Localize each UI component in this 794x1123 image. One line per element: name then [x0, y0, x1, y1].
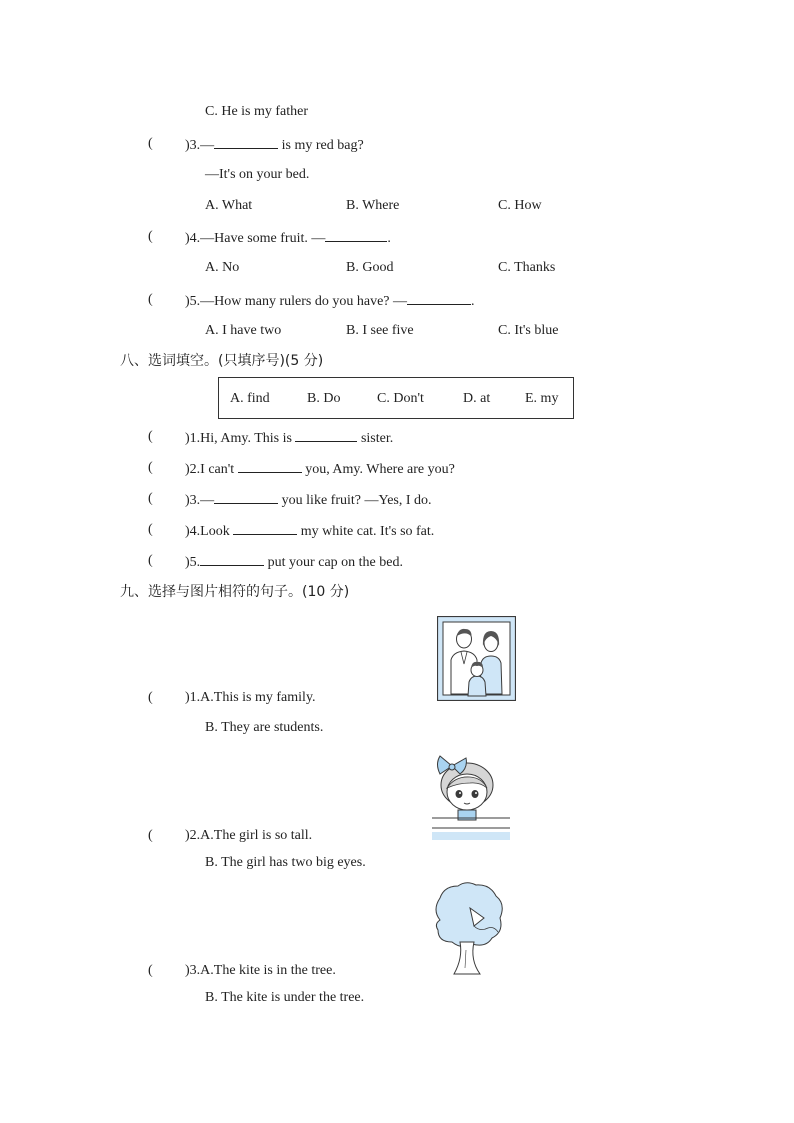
- answer-paren[interactable]: (: [148, 828, 153, 843]
- answer-paren[interactable]: (: [148, 553, 153, 568]
- tree-picture: [430, 880, 506, 978]
- word-option: A. find: [230, 391, 270, 406]
- question-8-5: )5. put your cap on the bed.: [185, 552, 403, 572]
- answer-blank[interactable]: [214, 135, 278, 149]
- answer-blank[interactable]: [214, 490, 278, 504]
- answer-blank[interactable]: [238, 459, 302, 473]
- question-7-3: )3.— is my red bag?: [185, 135, 364, 155]
- question-8-4: )4.Look my white cat. It's so fat.: [185, 521, 434, 541]
- answer-paren[interactable]: (: [148, 963, 153, 978]
- option-b: B. I see five: [346, 323, 414, 338]
- answer-paren[interactable]: (: [148, 690, 153, 705]
- option-a: A. No: [205, 260, 240, 275]
- answer-paren[interactable]: (: [148, 429, 153, 444]
- option-c: C. How: [498, 198, 542, 213]
- answer-paren[interactable]: (: [148, 229, 153, 244]
- answer-blank[interactable]: [295, 428, 357, 442]
- question-7-4: )4.—Have some fruit. — .: [185, 228, 391, 248]
- answer-paren[interactable]: (: [148, 491, 153, 506]
- question-8-2: )2.I can't you, Amy. Where are you?: [185, 459, 455, 479]
- option-b: B. Where: [346, 198, 400, 213]
- option-a: A. What: [205, 198, 253, 213]
- question-7-3-reply: —It's on your bed.: [205, 167, 310, 182]
- question-9-3-option-b: B. The kite is under the tree.: [205, 990, 365, 1005]
- answer-blank[interactable]: [325, 228, 387, 242]
- answer-paren[interactable]: (: [148, 460, 153, 475]
- question-9-2-option-b: B. The girl has two big eyes.: [205, 855, 366, 870]
- q2-option-c: C. He is my father: [205, 104, 309, 119]
- answer-blank[interactable]: [233, 521, 297, 535]
- word-option: D. at: [463, 391, 491, 406]
- answer-paren[interactable]: (: [148, 292, 153, 307]
- answer-paren[interactable]: (: [148, 522, 153, 537]
- girl-picture: [430, 752, 512, 842]
- question-9-2-option-a: )2.A.The girl is so tall.: [185, 828, 313, 843]
- answer-paren[interactable]: (: [148, 136, 153, 151]
- word-option: C. Don't: [377, 391, 424, 406]
- section-8-title: 八、选词填空。(只填序号)(5 分): [120, 353, 324, 369]
- question-8-3: )3.— you like fruit? —Yes, I do.: [185, 490, 432, 510]
- question-9-1-option-b: B. They are students.: [205, 720, 324, 735]
- question-9-3-option-a: )3.A.The kite is in the tree.: [185, 963, 336, 978]
- word-option: B. Do: [307, 391, 341, 406]
- word-box: [218, 377, 574, 419]
- word-option: E. my: [525, 391, 559, 406]
- answer-blank[interactable]: [200, 552, 264, 566]
- option-a: A. I have two: [205, 323, 282, 338]
- option-b: B. Good: [346, 260, 394, 275]
- question-8-1: )1.Hi, Amy. This is sister.: [185, 428, 393, 448]
- option-c: C. It's blue: [498, 323, 559, 338]
- family-picture: [437, 616, 516, 701]
- answer-blank[interactable]: [407, 291, 471, 305]
- section-9-title: 九、选择与图片相符的句子。(10 分): [120, 584, 350, 600]
- question-7-5: )5.—How many rulers do you have? — .: [185, 291, 475, 311]
- option-c: C. Thanks: [498, 260, 556, 275]
- question-9-1-option-a: )1.A.This is my family.: [185, 690, 316, 705]
